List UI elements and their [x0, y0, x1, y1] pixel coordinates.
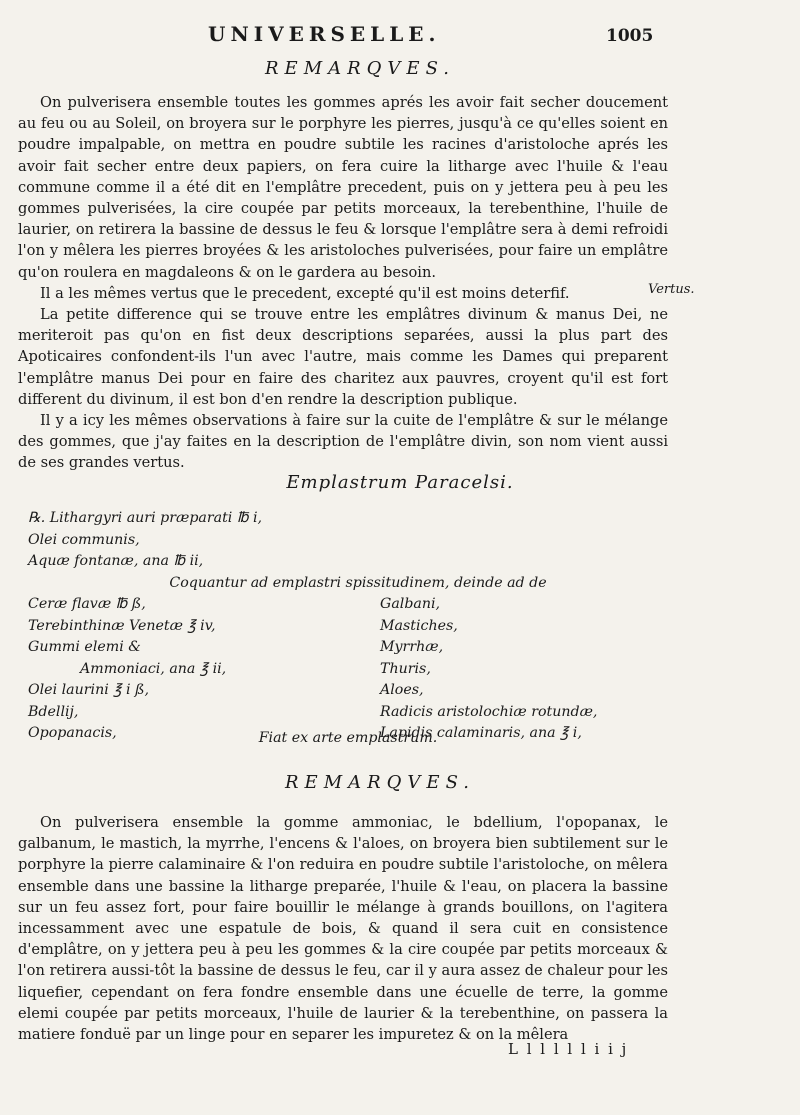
ingredient: Myrrhæ, [380, 639, 444, 655]
paragraph: Il y a icy les mêmes observations à faire sur la cuite de l'emplâtre & sur le mélange des gommes, que j'ay faites en la description de l'emplâtre divin, son nom vient aussi de ses grandes vertus. [18, 412, 668, 472]
ingredient: Ceræ flavæ ℔ ß, [28, 596, 146, 612]
ingredient-column-left [28, 594, 358, 745]
paragraph: Il a les mêmes vertus que le precedent, excepté qu'il est moins deterfif. [40, 284, 570, 302]
recipe-block [28, 508, 668, 750]
section-heading-remarques-1: REMARQVES. [265, 58, 455, 79]
recipe-line: Olei communis, [28, 531, 140, 548]
recipe-line: ℞. Lithargyri auri præparati ℔ i, [28, 510, 263, 526]
page-number: 1005 [606, 26, 654, 46]
ingredient: Terebinthinæ Venetæ ℥ iv, [28, 617, 216, 634]
ingredient: Opopanacis, [28, 725, 117, 741]
remarks-block-1 [18, 92, 668, 474]
running-header [0, 22, 800, 52]
recipe-instruction: Coquantur ad emplastri spissitudinem, deinde ad de [169, 574, 547, 591]
ingredient: Lapidis calaminaris, ana ℥ i, [380, 725, 582, 741]
paragraph: On pulverisera ensemble toutes les gommes aprés les avoir fait secher doucement au feu ou au Soleil, on broyera sur le porphyre les pierres, jusqu'à ce qu'elles soient en poudre impalpable, on mettra en poudre subtile les racines d'aristoloche aprés les avoir fait secher entre deux papiers, on fera cuire la litharge avec l'huile & l'eau commune comme il a été dit en l'emplâtre precedent, puis on y jettera peu à peu les gommes pulverisées, la cire coupée par petits morceaux, la terebenthine, l'huile de laurier, on retirera la bassine de dessus le feu & lorsque l'emplâtre sera à demi refroidi l'on y mêlera les pierres broyées & les aristoloches pulverisées, pour faire un emplâtre qu'on roulera en magdaleons & on le gardera au besoin. [18, 94, 668, 281]
section-heading-remarques-2: REMARQVES. [285, 772, 475, 793]
running-title: UNIVERSELLE. [208, 22, 441, 46]
ingredient: Gummi elemi & [28, 639, 141, 655]
signature-mark: L l l l l l i i j [508, 1040, 629, 1058]
margin-note-vertus: Vertus. [648, 282, 695, 297]
ingredient: Thuris, [380, 660, 431, 677]
ingredient: Bdellij, [28, 703, 79, 720]
ingredient-column-right [380, 594, 670, 745]
recipe-closing: Fiat ex arte emplastrum. [258, 730, 438, 746]
ingredient: Olei laurini ℥ i ß, [28, 682, 149, 698]
recipe-line: Aquæ fontanæ, ana ℔ ii, [28, 553, 204, 569]
ingredient: Galbani, [380, 596, 441, 612]
ingredient: Radicis aristolochiæ rotundæ, [380, 703, 598, 720]
paragraph: On pulverisera ensemble la gomme ammoniac, le bdellium, l'opopanax, le galbanum, le mastich, la myrrhe, l'encens & l'aloes, on broyera bien subtilement sur le porphyre la pierre calaminaire & l'on reduira en poudre subtile l'aristoloche, on mêlera ensemble dans une bassine la litharge preparée, l'huile & l'eau, on placera la bassine sur un feu assez fort, pour faire bouillir le mélange à grands bouillons, on l'agitera incessamment avec une espatule de bois, & quand il sera cuit en consistence d'emplâtre, on y jettera peu à peu les gommes & la cire coupée par petits morceaux & l'on retirera aussi-tôt la bassine de dessus le feu, car il y aura assez de chaleur pour les liquefier, cependant on fera fondre ensemble dans une écuelle de terre, la gomme elemi coupée par petits morceaux, l'huile de laurier & la terebenthine, on passera la matiere fonduë par un linge pour en separer les impuretez & on la mêlera [18, 814, 668, 1044]
recipe-title: Emplastrum Paracelsi. [286, 472, 514, 493]
ingredient: Aloes, [380, 682, 424, 698]
remarks-block-2 [18, 812, 668, 1045]
paragraph: La petite difference qui se trouve entre les emplâtres divinum & manus Dei, ne meriteroit pas qu'on en fist deux descriptions separées, aussi la plus part des Apoticaires confondent-ils l'un avec l'autre, mais comme les Dames qui preparent l'emplâtre manus Dei pour en faire des charitez aux pauvres, croyent qu'il est fort different du divinum, il est bon d'en rendre la description publique. [18, 306, 668, 408]
ingredient: Mastiches, [380, 617, 458, 634]
ingredient: Ammoniaci, ana ℥ ii, [80, 660, 227, 677]
